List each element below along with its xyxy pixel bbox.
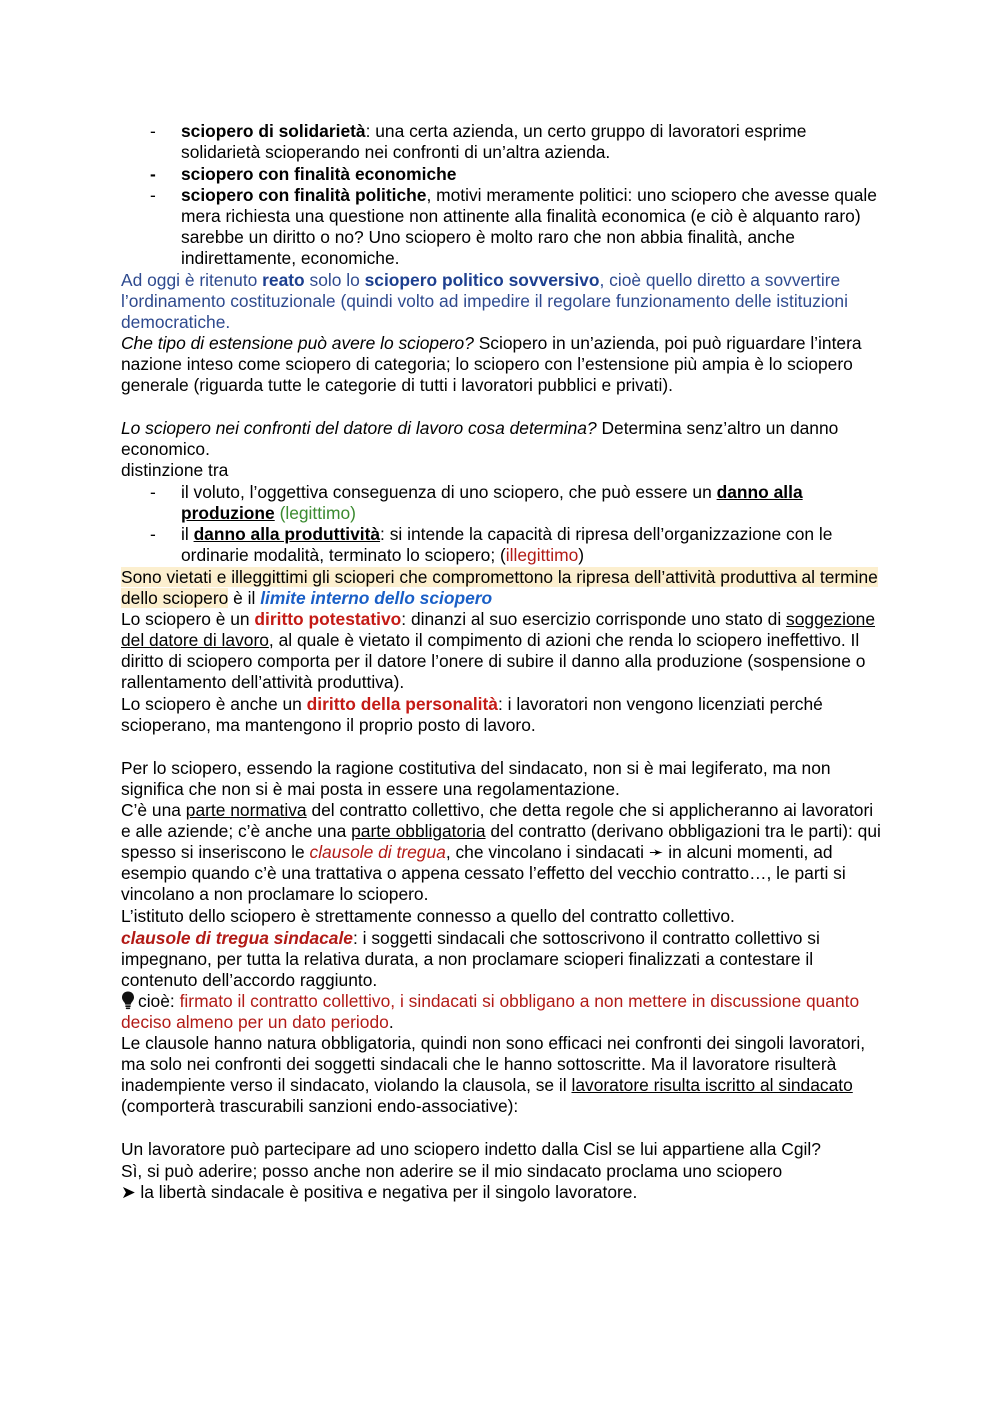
text-run: : dinanzi al suo esercizio corrisponde uno stato di: [401, 609, 787, 629]
term-lavoratore-iscritto: lavoratore risulta iscritto al sindacato: [571, 1075, 853, 1096]
text-run: Lo sciopero è un: [121, 609, 255, 629]
paragraph-vietati: [121, 567, 881, 609]
list-item-text: [181, 164, 881, 185]
text-run: ): [578, 545, 585, 566]
answer-text: Determina senz’altro un danno economico.: [121, 418, 839, 460]
paragraph-reato: [121, 270, 881, 333]
term-clausole-tregua-sindacale: clausole di tregua sindacale: [121, 928, 353, 948]
paragraph-normativa: [121, 800, 881, 905]
text-run: .: [388, 1012, 394, 1033]
list-dash: -: [150, 185, 156, 205]
text-run: C’è una: [121, 800, 186, 820]
text-run: , che vincolano i sindacati ➛ in alcuni momenti, ad esempio quando c’è una trattativa o appena cessato l’effetto del vecchio contratto…, le parti si vincolano a non proclamare lo sciopero.: [121, 842, 846, 905]
term-reato: reato: [262, 270, 305, 290]
text-run: , al quale è vietato il compimento di azioni che renda lo sciopero ineffettivo. Il diritto di sciopero comporta per il datore l’onere di subire il danno alla produzione (sospensione o rallentamento dell’attività produttiva).: [121, 630, 866, 693]
list-dash: -: [150, 524, 156, 544]
term-clausole-tregua: clausole di tregua: [309, 842, 446, 863]
item-desc: : una certa azienda, un certo gruppo di lavoratori esprime solidarietà scioperando nei confronti di un’altra azienda.: [181, 121, 807, 163]
lightbulb-icon: [121, 991, 135, 1010]
text-run: il voluto, l’oggettiva conseguenza di uno sciopero, che può essere un: [181, 482, 717, 502]
list-item-economiche: [121, 164, 881, 185]
paragraph-legiferato: Per lo sciopero, essendo la ragione costitutiva del sindacato, non si è mai legiferato, ma non significa che non si è mai posta in essere una regolamentazione.: [121, 758, 831, 800]
term-bold: sciopero con finalità politiche: [181, 185, 427, 205]
paragraph-cioe: [121, 991, 881, 1033]
text-run: del contratto (derivano obbligazioni tra le parti): qui spesso si inseriscono le: [121, 821, 881, 863]
text-run: : i lavoratori non vengono licenziati perché scioperano, ma mantengono il proprio posto di lavoro.: [121, 694, 823, 736]
text-run: Lo sciopero è anche un: [121, 694, 307, 714]
highlighted-text: Sono vietati e illeggittimi gli scioperi che compromettono la ripresa dell’attività produttiva al termine dello sciopero: [121, 567, 878, 609]
label-legittimo: (legittimo): [279, 503, 356, 524]
text-run: : i soggetti sindacali che sottoscrivono il contratto collettivo si impegnano, per tutta la relativa durata, a non proclamare scioperi finalizzati a contestare il contenuto dell’accordo raggiunto.: [121, 928, 820, 991]
list-dash: -: [150, 482, 156, 502]
term-parte-obbligatoria: parte obbligatoria: [351, 821, 486, 842]
paragraph-cisl-answer: Sì, si può aderire; posso anche non aderire se il mio sindacato proclama uno sciopero: [121, 1161, 783, 1181]
answer-text: Sciopero in un’azienda, poi può riguardare l’intera nazione inteso come sciopero di categoria; lo sciopero con l’estensione più ampia è lo sciopero generale (riguarda tutte le categorie di tutti i lavoratori pubblici e privati).: [121, 333, 862, 396]
term-parte-normativa: parte normativa: [185, 800, 307, 820]
list-item-text: [181, 121, 881, 163]
term-bold: sciopero con finalità economiche: [181, 164, 457, 184]
paragraph-potestativo: [121, 609, 881, 693]
paragraph-datore: [121, 418, 881, 460]
paragraph-clausole: [121, 1033, 881, 1117]
text-run: Ad oggi è ritenuto: [121, 270, 263, 290]
paragraph-cisl-question: Un lavoratore può partecipare ad uno sciopero indetto dalla Cisl se lui appartiene alla Cgil?: [121, 1139, 821, 1159]
list-dash: -: [150, 121, 156, 141]
list-item-politiche: [121, 185, 881, 269]
term-limite-interno: limite interno dello sciopero: [260, 588, 493, 609]
label-distinzione: distinzione tra: [121, 460, 229, 480]
list-dash: -: [150, 164, 156, 184]
term-diritto-personalita: diritto della personalità: [306, 694, 498, 714]
text-run: è il: [228, 588, 261, 609]
paragraph-tregua: [121, 928, 881, 991]
red-text: firmato il contratto collettivo, i sindacati si obbligano a non mettere in discussione quanto deciso almeno per un dato periodo: [121, 991, 860, 1033]
text-run: solo lo: [304, 270, 365, 290]
term-danno-produzione: danno alla produzione: [181, 482, 803, 524]
list-item-text: [181, 524, 881, 566]
text-run: cioè:: [138, 991, 180, 1011]
question-italic: Lo sciopero nei confronti del datore di lavoro cosa determina?: [121, 418, 597, 438]
term-sciopero-sovversivo: sciopero politico sovversivo: [364, 270, 600, 290]
paragraph-liberta: ➤ la libertà sindacale è positiva e negativa per il singolo lavoratore.: [121, 1182, 638, 1202]
term-danno-produttivita: danno alla produttività: [193, 524, 381, 544]
text-run: del contratto collettivo, che detta regole che si applicheranno ai lavoratori e alle aziende; c’è anche una: [121, 800, 874, 842]
paragraph-personalita: [121, 694, 881, 736]
paragraph-estensione: [121, 333, 881, 396]
paragraph-istituto: L’istituto dello sciopero è strettamente connesso a quello del contratto collettivo.: [121, 906, 735, 926]
list-item-solidarieta: [121, 121, 881, 163]
question-italic: Che tipo di estensione può avere lo sciopero?: [121, 333, 474, 353]
list-item-danno-produttivita: [121, 524, 881, 566]
term-diritto-potestativo: diritto potestativo: [254, 609, 402, 629]
term-soggezione: soggezione del datore di lavoro: [121, 609, 875, 651]
list-item-text: [181, 185, 881, 269]
text-run: (comporterà trascurabili sanzioni endo-associative):: [121, 1096, 519, 1117]
list-item-danno-produzione: [121, 482, 881, 524]
list-item-text: [181, 482, 881, 524]
text-run: il: [181, 524, 194, 544]
text-run: : si intende la capacità di ripresa dell’organizzazione con le ordinarie modalità, terminato lo sciopero; (: [181, 524, 833, 566]
text-run: Le clausole hanno natura obbligatoria, quindi non sono efficaci nei confronti dei singoli lavoratori, ma solo nei confronti dei soggetti sindacali che le hanno sottoscritte. Ma il lavoratore risulterà inadempiente verso il sindacato, violando la clausola, se il: [121, 1033, 866, 1096]
text-run: , cioè quello diretto a sovvertire l’ordinamento costituzionale (quindi volto ad impedire il regolare funzionamento delle istituzioni democratiche.: [121, 270, 848, 333]
item-desc: , motivi meramente politici: uno sciopero che avesse quale mera richiesta una questione non attinente alla finalità economica (e ciò è alquanto raro) sarebbe un diritto o no? Uno sciopero è molto raro che non abbia finalità, anche indirettamente, economiche.: [181, 185, 877, 269]
label-illegittimo: illegittimo: [505, 545, 579, 566]
term-bold: sciopero di solidarietà: [181, 121, 366, 141]
